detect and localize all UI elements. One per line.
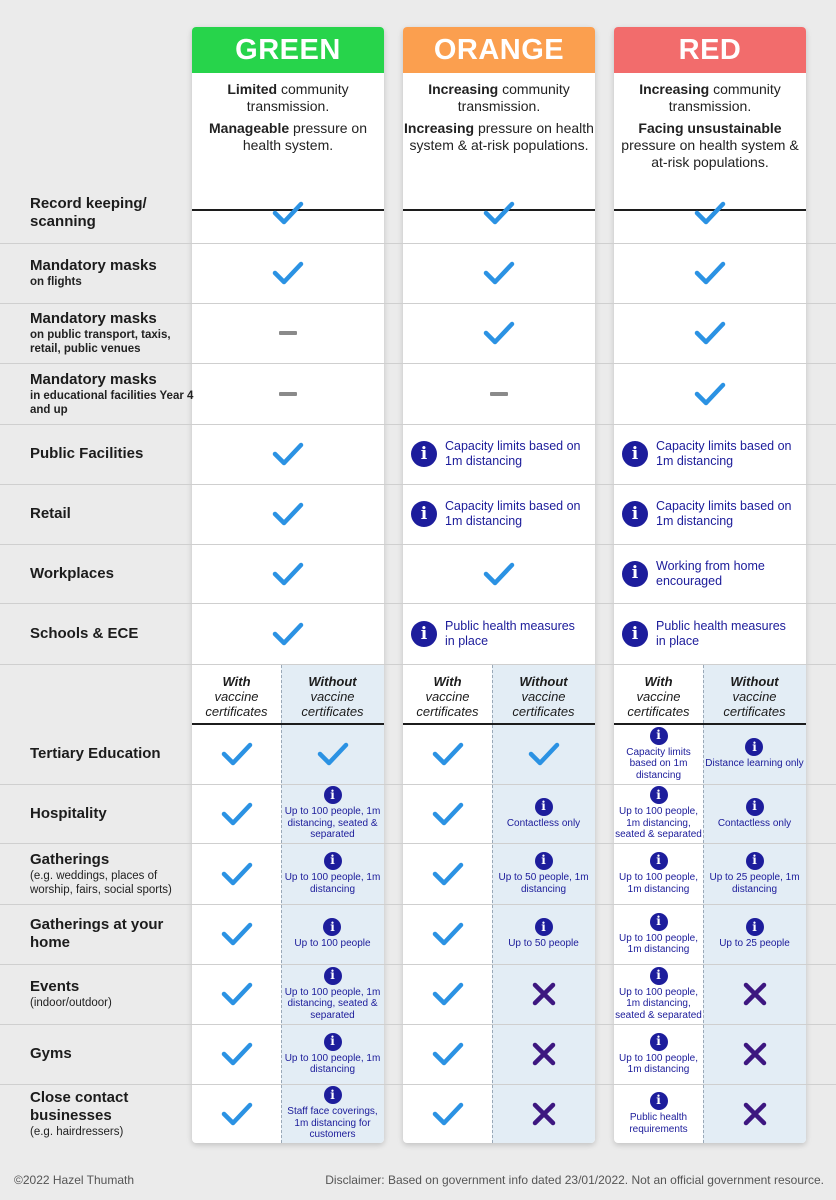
info-icon: i (622, 441, 648, 467)
row-label (30, 916, 195, 952)
info-icon: i (622, 501, 648, 527)
level-cell (403, 424, 595, 484)
info-icon: i (324, 786, 342, 804)
info-icon: i (535, 852, 553, 870)
info-text: Capacity limits based on 1m distancing (656, 499, 792, 528)
row-label (30, 257, 195, 289)
info-note (614, 439, 806, 469)
info-icon: i (650, 1092, 668, 1110)
disclaimer: Disclaimer: Based on government info dated 23/01/2022. Not an official government resource. (325, 1173, 824, 1187)
without-cert-cell (703, 904, 806, 964)
row-label (30, 505, 195, 523)
row-subtitle: (e.g. weddings, places of worship, fairs, social sports) (30, 869, 172, 896)
info-text: Up to 100 people, 1m distancing, seated & separated (615, 986, 702, 1021)
row-title: Workplaces (30, 564, 114, 582)
info-note (508, 918, 579, 950)
check-icon (272, 501, 304, 527)
without-cert-cell (281, 1024, 384, 1084)
check-icon (272, 260, 304, 286)
info-icon: i (650, 852, 668, 870)
row-title: Public Facilities (30, 445, 144, 462)
without-cert-cell (492, 964, 595, 1024)
with-cert-cell (403, 904, 492, 964)
level-cell (403, 243, 595, 303)
without-cert-cell (281, 904, 384, 964)
row-title: Gatherings at your home (30, 916, 164, 951)
cross-icon (531, 1041, 557, 1067)
info-text: Up to 100 people (294, 938, 371, 950)
check-icon (694, 381, 726, 407)
dash-icon (490, 392, 508, 396)
check-icon (483, 320, 515, 346)
check-icon (483, 260, 515, 286)
info-note (614, 619, 806, 649)
with-cert-cell (192, 843, 281, 904)
transmission-bold: Limited (227, 81, 278, 97)
info-note (614, 967, 703, 1022)
check-icon (432, 801, 464, 827)
check-icon (694, 320, 726, 346)
level-cell (192, 544, 384, 603)
check-icon (221, 981, 253, 1007)
without-cert-cell (703, 843, 806, 904)
info-text: Up to 50 people, 1m distancing (498, 872, 589, 895)
info-note (614, 786, 703, 841)
level-cell (192, 424, 384, 484)
row-label (30, 1045, 195, 1063)
row-subtitle: (indoor/outdoor) (30, 997, 112, 1009)
with-certificates-header (614, 674, 703, 719)
check-icon (272, 561, 304, 587)
with-cert-cell (192, 784, 281, 843)
with-cert-cell (614, 843, 703, 904)
info-text: Contactless only (717, 817, 792, 829)
with-certificates-header (192, 674, 281, 719)
check-icon (694, 260, 726, 286)
with-cert-cell (614, 784, 703, 843)
row-label (30, 310, 195, 356)
transmission-rest: community transmission. (668, 81, 781, 114)
without-cert-cell (703, 964, 806, 1024)
level-cell (614, 363, 806, 424)
info-note (281, 786, 384, 841)
row-title: Tertiary Education (30, 745, 161, 762)
info-note (281, 1086, 384, 1141)
check-icon (317, 741, 349, 767)
info-note (614, 1092, 703, 1135)
row-label (30, 445, 195, 463)
row-title: Gyms (30, 1045, 72, 1062)
check-icon (221, 1101, 253, 1127)
check-icon (221, 861, 253, 887)
level-cell (192, 603, 384, 665)
info-text: Capacity limits based on 1m distancing (626, 746, 691, 781)
pressure-rest: pressure on health system & at-risk populations. (621, 137, 799, 170)
info-text: Contactless only (506, 817, 581, 829)
with-cert-cell (614, 724, 703, 784)
row-subtitle: on public transport, taxis, retail, public venues (30, 329, 171, 355)
check-icon (483, 561, 515, 587)
info-note (718, 798, 791, 830)
with-cert-cell (403, 843, 492, 904)
level-cell (403, 603, 595, 665)
without-rest: vaccine certificates (512, 689, 575, 719)
transmission-text (614, 81, 806, 115)
cross-icon (742, 981, 768, 1007)
cross-icon (531, 981, 557, 1007)
row-label (30, 745, 195, 763)
with-cert-cell (403, 1084, 492, 1143)
without-label: Without (308, 674, 357, 689)
info-icon: i (650, 967, 668, 985)
without-cert-cell (492, 843, 595, 904)
info-note (507, 798, 580, 830)
check-icon (272, 621, 304, 647)
row-title: Close contact businesses (30, 1088, 129, 1124)
info-note (281, 1033, 384, 1076)
info-icon: i (622, 561, 648, 587)
info-icon: i (323, 918, 341, 936)
with-cert-cell (192, 904, 281, 964)
info-icon: i (535, 918, 553, 936)
info-text: Up to 100 people, 1m distancing, seated & separated (615, 806, 702, 841)
check-icon (483, 200, 515, 226)
without-cert-cell (281, 1084, 384, 1143)
info-note (403, 439, 595, 469)
row-label (30, 625, 195, 643)
info-text: Up to 100 people, 1m distancing (284, 872, 381, 895)
check-icon (221, 921, 253, 947)
info-note (719, 918, 790, 950)
level-cell (403, 544, 595, 603)
info-text: Staff face coverings, 1m distancing for customers (287, 1106, 378, 1141)
row-title: Events (30, 978, 80, 995)
info-icon: i (535, 798, 553, 816)
without-cert-cell (492, 784, 595, 843)
row-title: Retail (30, 505, 71, 522)
without-rest: vaccine certificates (301, 689, 364, 719)
info-icon: i (411, 501, 437, 527)
without-cert-cell (703, 1024, 806, 1084)
info-text: Distance learning only (705, 758, 804, 770)
level-cell (614, 424, 806, 484)
info-note (614, 499, 806, 529)
row-label (30, 805, 195, 823)
info-note (614, 913, 703, 956)
without-cert-cell (492, 1084, 595, 1143)
check-icon (432, 1101, 464, 1127)
row-title: Mandatory masks (30, 310, 157, 327)
without-cert-cell (492, 904, 595, 964)
info-note (703, 852, 806, 895)
info-icon: i (650, 786, 668, 804)
info-text: Working from home encouraged (656, 558, 765, 588)
with-cert-cell (614, 964, 703, 1024)
with-cert-cell (192, 1084, 281, 1143)
info-icon: i (650, 1033, 668, 1051)
with-cert-cell (403, 784, 492, 843)
check-icon (272, 441, 304, 467)
info-text: Up to 100 people, 1m distancing, seated & separated (284, 986, 381, 1021)
level-cell (403, 183, 595, 243)
check-icon (694, 200, 726, 226)
transmission-rest: community transmission. (457, 81, 570, 114)
without-cert-cell (703, 784, 806, 843)
info-icon: i (411, 621, 437, 647)
without-certificates-header (703, 674, 806, 719)
check-icon (272, 200, 304, 226)
info-text: Up to 100 people, 1m distancing (284, 1052, 381, 1075)
level-cell (192, 183, 384, 243)
check-icon (432, 1041, 464, 1067)
info-icon: i (745, 738, 763, 756)
level-description (192, 73, 384, 183)
transmission-text (192, 81, 384, 115)
info-icon: i (650, 727, 668, 745)
transmission-bold: Increasing (428, 81, 499, 97)
info-text: Public health measures in place (656, 619, 786, 648)
transmission-text (403, 81, 595, 115)
with-cert-cell (403, 724, 492, 784)
info-note (614, 1033, 703, 1076)
with-cert-cell (403, 1024, 492, 1084)
info-text: Up to 25 people (719, 938, 790, 950)
info-note (281, 852, 384, 895)
info-icon: i (324, 967, 342, 985)
cross-icon (531, 1101, 557, 1127)
without-cert-cell (281, 964, 384, 1024)
with-cert-cell (614, 1084, 703, 1143)
pressure-text (614, 120, 806, 171)
info-note (492, 852, 595, 895)
row-label (30, 371, 195, 417)
level-cell (403, 484, 595, 544)
without-certificates-header (281, 674, 384, 719)
level-header: RED (614, 27, 806, 73)
info-text: Capacity limits based on 1m distancing (445, 439, 581, 468)
row-subtitle: (e.g. hairdressers) (30, 1125, 124, 1138)
without-cert-cell (281, 843, 384, 904)
with-cert-cell (192, 1024, 281, 1084)
level-cell (192, 484, 384, 544)
check-icon (221, 741, 253, 767)
row-label (30, 1089, 195, 1139)
with-label: With (644, 674, 673, 689)
info-text: Public health requirements (629, 1112, 688, 1135)
info-text: Capacity limits based on 1m distancing (445, 499, 581, 528)
level-cell (403, 303, 595, 363)
level-cell (614, 303, 806, 363)
pressure-rest: pressure on health system. (242, 120, 367, 153)
row-label (30, 978, 195, 1010)
without-cert-cell (703, 724, 806, 784)
level-cell (614, 484, 806, 544)
without-label: Without (730, 674, 779, 689)
with-certificates-header (403, 674, 492, 719)
with-rest: vaccine certificates (627, 689, 690, 719)
info-icon: i (324, 852, 342, 870)
without-rest: vaccine certificates (723, 689, 786, 719)
without-cert-cell (281, 784, 384, 843)
info-icon: i (324, 1086, 342, 1104)
level-header: ORANGE (403, 27, 595, 73)
pressure-bold: Manageable (209, 120, 290, 136)
cross-icon (742, 1101, 768, 1127)
info-icon: i (324, 1033, 342, 1051)
transmission-rest: community transmission. (246, 81, 349, 114)
level-header: GREEN (192, 27, 384, 73)
info-note (614, 727, 703, 782)
level-cell (192, 303, 384, 363)
info-text: Public health measures in place (445, 619, 575, 648)
level-cell (614, 544, 806, 603)
level-cell (614, 603, 806, 665)
transmission-bold: Increasing (639, 81, 710, 97)
copyright: ©2022 Hazel Thumath (14, 1173, 135, 1187)
with-cert-cell (614, 1024, 703, 1084)
info-icon: i (746, 852, 764, 870)
info-text: Up to 100 people, 1m distancing (619, 1052, 698, 1075)
row-title: Mandatory masks (30, 370, 157, 388)
row-subtitle: in educational facilities Year 4 and up (30, 389, 194, 416)
without-certificates-header (492, 674, 595, 719)
check-icon (528, 741, 560, 767)
row-title: Schools & ECE (30, 625, 139, 642)
pressure-rest: pressure on health system & at-risk populations. (409, 120, 594, 153)
row-title: Gatherings (30, 850, 110, 868)
row-label (30, 851, 195, 897)
cross-icon (742, 1041, 768, 1067)
info-text: Up to 100 people, 1m distancing (619, 932, 698, 955)
row-label (30, 565, 195, 583)
level-description (403, 73, 595, 183)
info-note (705, 738, 803, 770)
with-cert-cell (614, 904, 703, 964)
info-icon: i (746, 798, 764, 816)
info-icon: i (411, 441, 437, 467)
with-cert-cell (403, 964, 492, 1024)
info-note (294, 918, 370, 950)
with-rest: vaccine certificates (416, 689, 479, 719)
check-icon (221, 1041, 253, 1067)
without-cert-cell (492, 724, 595, 784)
with-cert-cell (192, 724, 281, 784)
level-cell (614, 243, 806, 303)
pressure-text (403, 120, 595, 154)
info-note (403, 619, 595, 649)
without-cert-cell (492, 1024, 595, 1084)
info-icon: i (746, 918, 764, 936)
pressure-bold: Increasing (404, 120, 475, 136)
info-icon: i (622, 621, 648, 647)
info-note (281, 967, 384, 1022)
level-cell (403, 363, 595, 424)
row-title: Record keeping/ scanning (30, 195, 147, 230)
check-icon (221, 801, 253, 827)
check-icon (432, 921, 464, 947)
info-note (403, 499, 595, 529)
row-label (30, 195, 195, 231)
level-cell (192, 243, 384, 303)
without-cert-cell (281, 724, 384, 784)
row-subtitle: on flights (30, 276, 82, 288)
level-cell (614, 183, 806, 243)
info-note (614, 559, 806, 589)
dash-icon (279, 331, 297, 335)
with-cert-cell (192, 964, 281, 1024)
info-note (614, 852, 703, 895)
dash-icon (279, 392, 297, 396)
level-description (614, 73, 806, 183)
with-rest: vaccine certificates (205, 689, 268, 719)
info-text: Up to 25 people, 1m distancing (709, 872, 800, 895)
check-icon (432, 981, 464, 1007)
level-cell (192, 363, 384, 424)
info-text: Up to 50 people (508, 938, 579, 950)
info-text: Up to 100 people, 1m distancing (619, 872, 698, 895)
with-label: With (433, 674, 462, 689)
info-text: Capacity limits based on 1m distancing (656, 439, 792, 468)
row-title: Hospitality (30, 804, 107, 822)
info-icon: i (650, 913, 668, 931)
without-label: Without (519, 674, 568, 689)
row-title: Mandatory masks (30, 257, 157, 274)
check-icon (432, 741, 464, 767)
info-text: Up to 100 people, 1m distancing, seated & separated (284, 806, 381, 841)
pressure-bold: Facing unsustainable (638, 120, 782, 136)
check-icon (432, 861, 464, 887)
with-label: With (222, 674, 251, 689)
without-cert-cell (703, 1084, 806, 1143)
pressure-text (192, 120, 384, 154)
